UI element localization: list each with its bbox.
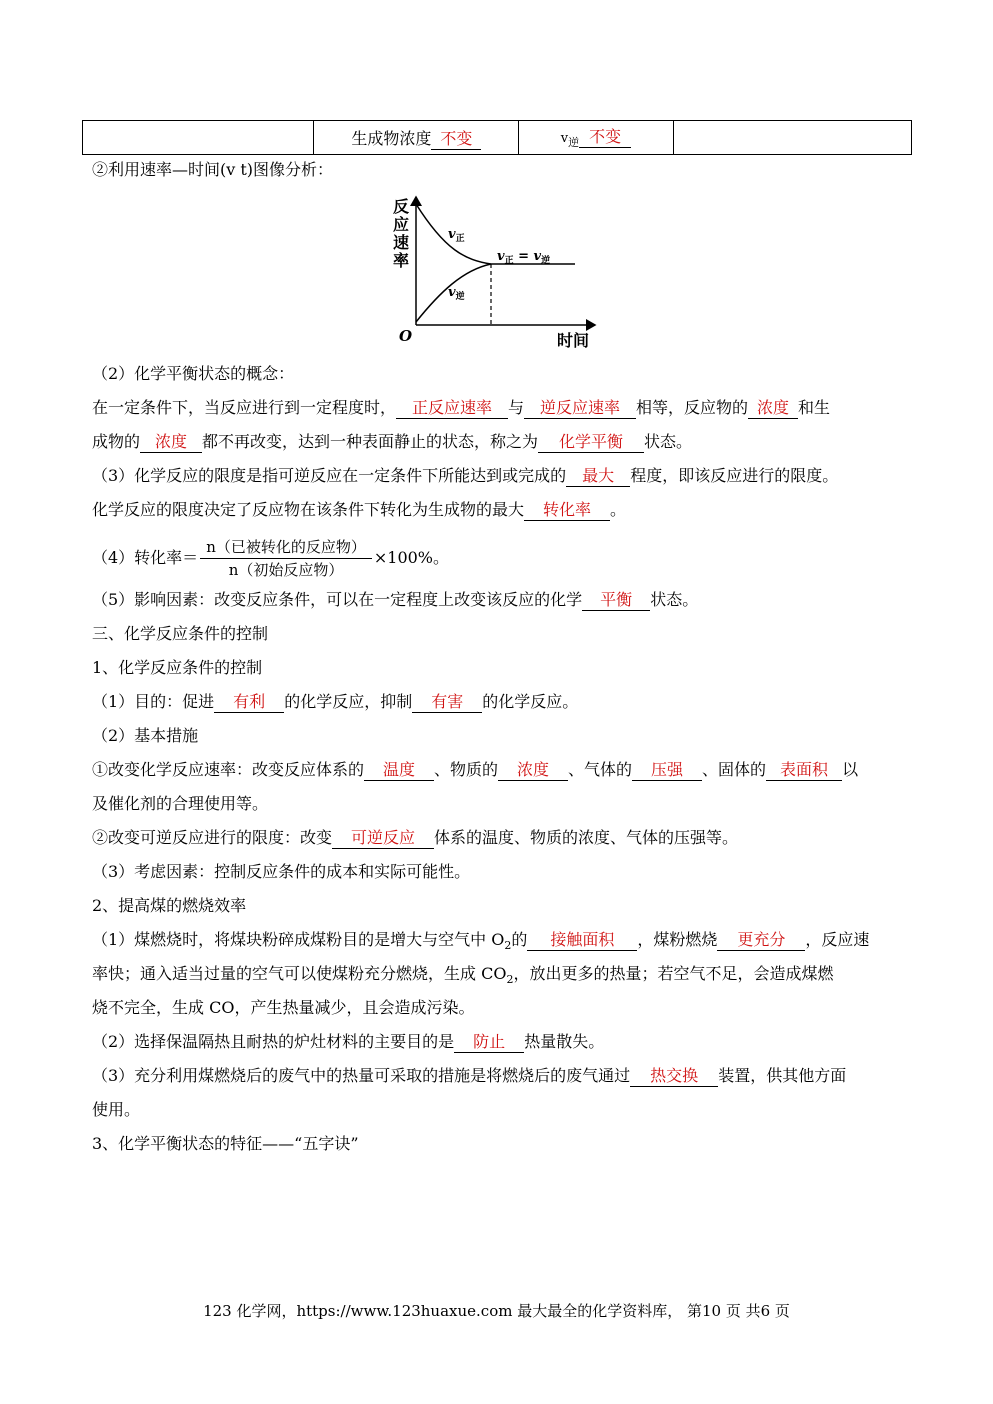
text: 。 — [610, 500, 627, 519]
text: 、气体的 — [568, 760, 633, 779]
text: （4）转化率＝ — [92, 548, 199, 567]
answer-blank: 压强 — [632, 760, 702, 781]
answer-blank: 表面积 — [766, 760, 842, 781]
s3-line-1 — [92, 466, 838, 487]
answer-blank: 有害 — [412, 692, 482, 713]
text: （5）影响因素：改变反应条件，可以在一定程度上改变该反应的化学 — [92, 590, 583, 609]
text: 和生 — [798, 398, 831, 417]
text: ×100%。 — [373, 548, 450, 567]
answer-blank: 接触面积 — [527, 930, 637, 951]
text: 化学反应的限度决定了反应物在该条件下转化为生成物的最大 — [92, 500, 525, 519]
text: 状态。 — [644, 432, 693, 451]
fraction-numerator: n（已被转化的反应物） — [200, 537, 372, 559]
c2-1-line-2: 及催化剂的合理使用等。 — [92, 794, 269, 813]
answer-blank: 浓度 — [140, 432, 202, 453]
text: （2）选择保温隔热且耐热的炉灶材料的主要目的是 — [92, 1032, 455, 1051]
text: 以 — [842, 760, 859, 779]
answer-blank: 正反应速率 — [396, 398, 508, 419]
answer-blank: 浓度 — [498, 760, 568, 781]
text: ，煤粉燃烧 — [637, 930, 718, 949]
text: 、固体的 — [702, 760, 767, 779]
text: 、物质的 — [434, 760, 499, 779]
m3-line-1 — [92, 1066, 846, 1087]
text: 程度，即该反应进行的限度。 — [630, 466, 839, 485]
text: 与 — [508, 398, 525, 417]
c3-line: （3）考虑因素：控制反应条件的成本和实际可能性。 — [92, 862, 471, 881]
v-equal-label: $v_正 = v_逆$ — [497, 249, 551, 266]
answer-blank: 更充分 — [717, 930, 805, 951]
text: 率快；通入适当过量的空气可以使煤粉充分燃烧，生成 CO — [92, 964, 507, 983]
text: （1）煤燃烧时，将煤块粉碎成煤粉目的是增大与空气中 O — [92, 930, 505, 949]
s2-line-1 — [92, 398, 830, 419]
m2-line — [92, 1032, 604, 1053]
table-cell-v-reverse — [519, 121, 673, 155]
answer-blank: 防止 — [454, 1032, 524, 1053]
text: 相等，反应物的 — [636, 398, 749, 417]
text: 的 — [511, 930, 528, 949]
text: ，反应速 — [805, 930, 870, 949]
answer-blank: 可逆反应 — [332, 828, 434, 849]
cell-sub: 逆 — [568, 136, 580, 150]
answer-blank: 平衡 — [582, 590, 650, 611]
state-table — [82, 120, 912, 155]
text: （1）目的：促进 — [92, 692, 215, 711]
text: 的化学反应，抑制 — [284, 692, 413, 711]
v-reverse-label: $v_逆$ — [448, 285, 465, 302]
v-forward-label: $v_正$ — [448, 227, 465, 244]
table-cell-product-conc — [314, 121, 519, 155]
m3-line-2: 使用。 — [92, 1100, 141, 1119]
rate-time-graph — [385, 192, 600, 352]
s3-line-2 — [92, 500, 626, 521]
answer-blank: 热交换 — [630, 1066, 718, 1087]
heading-3-2: 2、提高煤的燃烧效率 — [92, 896, 247, 915]
text: ，放出更多的热量；若空气不足，会造成煤燃 — [513, 964, 834, 983]
y-label-char: 速 — [393, 233, 410, 252]
heading-section-3: 三、化学反应条件的控制 — [92, 624, 269, 643]
c2-1-line — [92, 760, 858, 781]
answer-blank: 不变 — [579, 124, 631, 148]
page-footer: 123 化学网，https://www.123huaxue.com 最大最全的化学资料库， 第10 页 共6 页 — [203, 1302, 790, 1320]
fraction — [200, 537, 372, 580]
answer-blank: 温度 — [364, 760, 434, 781]
c2-2-line — [92, 828, 738, 849]
text: ①改变化学反应速率：改变反应体系的 — [92, 760, 365, 779]
c1-line — [92, 692, 578, 713]
y-label-char: 反 — [393, 197, 410, 216]
subscript: 2 — [504, 939, 512, 953]
text: 在一定条件下，当反应进行到一定程度时， — [92, 398, 397, 417]
text: 热量散失。 — [524, 1032, 605, 1051]
c2-heading: （2）基本措施 — [92, 726, 199, 745]
text: ②改变可逆反应进行的限度：改变 — [92, 828, 333, 847]
text: 状态。 — [650, 590, 699, 609]
y-label-char: 应 — [393, 215, 410, 234]
forward-rate-curve — [416, 204, 575, 264]
y-label-char: 率 — [393, 251, 410, 270]
table-cell-empty — [83, 121, 314, 155]
x-axis-label: 时间 — [557, 331, 590, 350]
answer-blank: 逆反应速率 — [524, 398, 636, 419]
s4-conversion-formula — [92, 536, 449, 580]
cell-text: v — [560, 131, 569, 147]
m1-line-2 — [92, 964, 833, 990]
text: 体系的温度、物质的浓度、气体的压强等。 — [434, 828, 739, 847]
answer-blank: 不变 — [431, 126, 481, 150]
text: 都不再改变，达到一种表面静止的状态，称之为 — [202, 432, 539, 451]
answer-blank: 最大 — [566, 466, 630, 487]
s2-line-2 — [92, 432, 692, 453]
answer-blank: 有利 — [214, 692, 284, 713]
table-row — [83, 121, 912, 155]
answer-blank: 化学平衡 — [538, 432, 644, 453]
answer-blank: 转化率 — [524, 500, 610, 521]
text: 的化学反应。 — [482, 692, 579, 711]
table-cell-empty — [673, 121, 911, 155]
s5-line — [92, 590, 698, 611]
text: 成物的 — [92, 432, 141, 451]
text: 装置，供其他方面 — [718, 1066, 847, 1085]
m1-line-3: 烧不完全，生成 CO，产生热量减少，且会造成污染。 — [92, 998, 475, 1017]
cell-text: 生成物浓度 — [351, 128, 432, 148]
heading-3-1: 1、化学反应条件的控制 — [92, 658, 263, 677]
section-2-heading: （2）化学平衡状态的概念： — [92, 364, 295, 383]
text: （3）充分利用煤燃烧后的废气中的热量可采取的措施是将燃烧后的废气通过 — [92, 1066, 631, 1085]
answer-blank: 浓度 — [748, 398, 798, 419]
heading-3-3: 3、化学平衡状态的特征——“五字诀” — [92, 1134, 359, 1153]
subscript: 2 — [506, 973, 514, 987]
text: （3）化学反应的限度是指可逆反应在一定条件下所能达到或完成的 — [92, 466, 567, 485]
m1-line-1 — [92, 930, 869, 956]
origin-label: O — [399, 327, 413, 345]
fraction-denominator: n（初始反应物） — [228, 561, 344, 579]
vt-intro: ②利用速率—时间(v t)图像分析： — [92, 160, 334, 179]
